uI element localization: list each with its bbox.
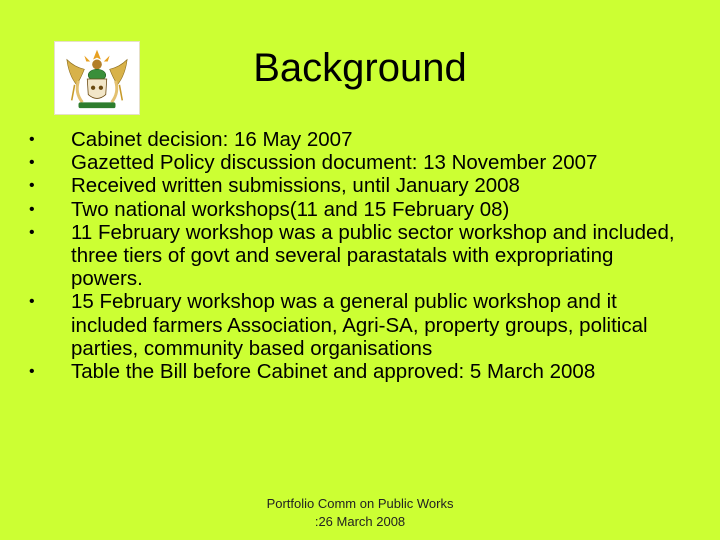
bullet-icon: • — [29, 363, 35, 381]
bullet-icon: • — [29, 177, 35, 195]
slide-title: Background — [253, 46, 467, 90]
bullet-list — [26, 128, 690, 383]
footer-line-1: Portfolio Comm on Public Works — [266, 496, 454, 511]
bullet-text: Table the Bill before Cabinet and approved: 5 March 2008 — [71, 360, 596, 384]
bullet-text: 11 February workshop was a public sector workshop and included, three tiers of govt and several parastatals with expropriating powers. — [71, 220, 675, 291]
footer-line-2: :26 March 2008 — [314, 514, 406, 529]
bullet-icon: • — [29, 200, 35, 218]
slide-footer — [240, 495, 480, 531]
list-item — [26, 360, 690, 383]
list-item — [26, 128, 690, 151]
bullet-icon: • — [29, 223, 35, 241]
list-item — [26, 151, 690, 174]
list-item — [26, 290, 690, 360]
bullet-icon: • — [29, 154, 35, 172]
list-item — [26, 198, 690, 221]
list-item — [26, 221, 690, 291]
bullet-icon: • — [29, 131, 35, 148]
coat-of-arms-icon — [54, 41, 140, 115]
bullet-text: Received written submissions, until January 2008 — [71, 174, 520, 198]
list-item — [26, 174, 690, 197]
bullet-icon: • — [29, 293, 35, 311]
bullet-text: Gazetted Policy discussion document: 13 November 2007 — [71, 151, 598, 175]
bullet-text: Two national workshops(11 and 15 February 08) — [71, 197, 510, 221]
bullet-text: Cabinet decision: 16 May 2007 — [71, 128, 353, 151]
bullet-text: 15 February workshop was a general public workshop and it included farmers Association, Agri-SA, property groups, political parties, community based organisations — [71, 290, 648, 360]
